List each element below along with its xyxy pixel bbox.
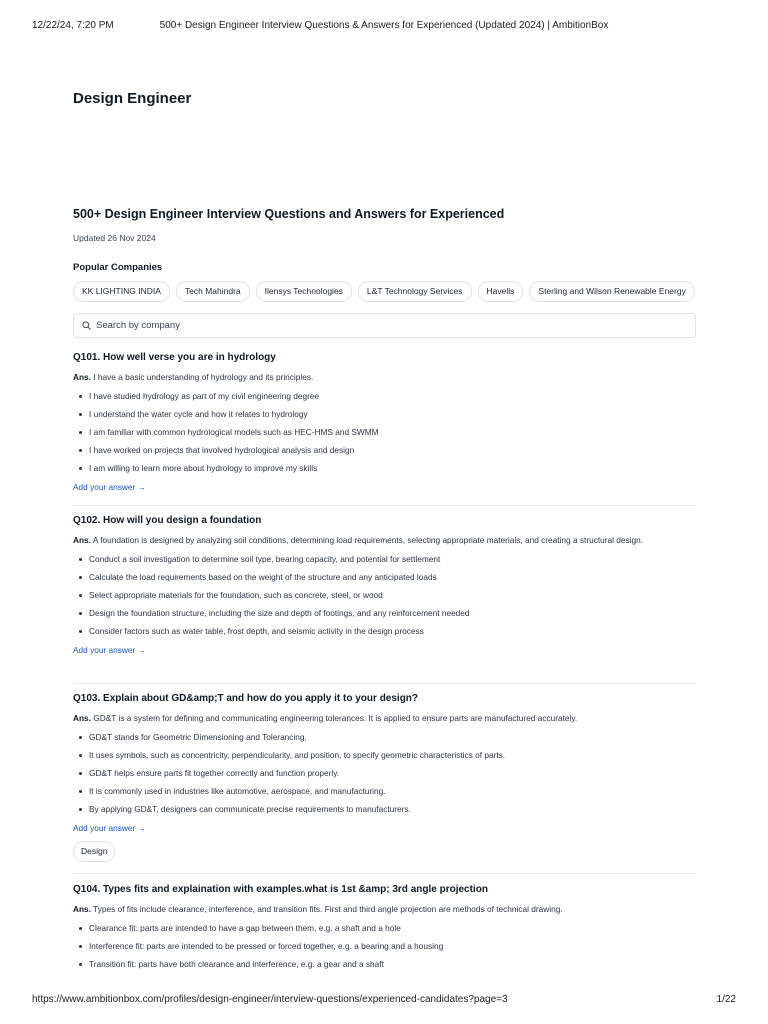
ans-label: Ans. [73, 713, 91, 723]
profile-title: Design Engineer [73, 90, 192, 107]
company-chip-havells[interactable]: Havells [478, 281, 524, 302]
answer-summary: A foundation is designed by analyzing soil conditions, determining load requirements, selecting appropriate materials, and creating a structural design. [92, 535, 644, 545]
answer-point: I have worked on projects that involved hydrological analysis and design [73, 441, 696, 459]
print-url: https://www.ambitionbox.com/profiles/design-engineer/interview-questions/experienced-candidates?page=3 [32, 994, 508, 1005]
print-footer [32, 994, 736, 1008]
print-doc-title: 500+ Design Engineer Interview Questions & Answers for Experienced (Updated 2024) | AmbitionBox [159, 20, 609, 31]
answer-point: I am willing to learn more about hydrology to improve my skills [73, 459, 696, 477]
company-search-box[interactable] [73, 313, 696, 338]
page-heading: 500+ Design Engineer Interview Questions and Answers for Experienced [73, 207, 505, 221]
answer-point: Consider factors such as water table, frost depth, and seismic activity in the design process [73, 622, 696, 640]
answer-point: Interference fit: parts are intended to be pressed or forced together, e.g. a bearing and a housing [73, 937, 696, 955]
answer-point: I understand the water cycle and how it relates to hydrology [73, 405, 696, 423]
answer-point: I am familiar with common hydrological models such as HEC-HMS and SWMM [73, 423, 696, 441]
answer-point: It uses symbols, such as concentricity, perpendicularity, and position, to specify geometric characteristics of parts. [73, 746, 696, 764]
print-page-number: 1/22 [716, 994, 736, 1005]
company-chip-lt-technology-services[interactable]: L&T Technology Services [358, 281, 472, 302]
answer-points [73, 550, 696, 640]
answer-text [73, 711, 696, 726]
answer-points [73, 728, 696, 818]
add-answer-link[interactable]: Add your answer → [73, 482, 146, 492]
answer-point: Design the foundation structure, including the size and depth of footings, and any reinforcement needed [73, 604, 696, 622]
company-chip-sterling-wilson[interactable]: Sterling and Wilson Renewable Energy [529, 281, 694, 302]
question-title[interactable]: Q104. Types fits and explaination with examples.what is 1st &amp; 3rd angle projection [73, 884, 488, 895]
divider [73, 873, 696, 874]
answer-text [73, 370, 696, 385]
popular-companies-label: Popular Companies [73, 262, 163, 273]
updated-date: Updated 26 Nov 2024 [73, 233, 156, 243]
answer-point: GD&T helps ensure parts fit together correctly and function properly. [73, 764, 696, 782]
question-card [73, 884, 696, 973]
company-chip-tech-mahindra[interactable]: Tech Mahindra [176, 281, 250, 302]
divider [73, 505, 696, 506]
ans-label: Ans. [73, 535, 91, 545]
ans-label: Ans. [73, 372, 91, 382]
question-card [73, 515, 696, 658]
search-input[interactable] [96, 320, 676, 331]
question-title[interactable]: Q103. Explain about GD&amp;T and how do you apply it to your design? [73, 693, 419, 704]
divider [73, 683, 696, 684]
add-answer-link[interactable]: Add your answer → [73, 823, 146, 833]
ans-label: Ans. [73, 904, 91, 914]
answer-summary: I have a basic understanding of hydrology and its principles. [93, 372, 314, 382]
answer-text [73, 533, 696, 548]
search-icon [82, 321, 91, 330]
answer-points [73, 387, 696, 477]
answer-points [73, 919, 696, 973]
company-chip-kk-lighting-india[interactable]: KK LIGHTING INDIA [73, 281, 170, 302]
answer-summary: Types of fits include clearance, interference, and transition fits. First and third angle projection are methods of technical drawing. [93, 904, 563, 914]
question-card [73, 352, 696, 495]
company-chip-ilensys-technologies[interactable]: Ilensys Technologies [256, 281, 352, 302]
add-answer-link[interactable]: Add your answer → [73, 645, 146, 655]
question-title[interactable]: Q101. How well verse you are in hydrology [73, 352, 276, 363]
answer-point: It is commonly used in industries like automotive, aerospace, and manufacturing. [73, 782, 696, 800]
answer-point: Conduct a soil investigation to determine soil type, bearing capacity, and potential for settlement [73, 550, 696, 568]
answer-point: I have studied hydrology as part of my civil engineering degree [73, 387, 696, 405]
answer-point: GD&T stands for Geometric Dimensioning and Tolerancing. [73, 728, 696, 746]
answer-point: Transition fit: parts have both clearance and interference, e.g. a gear and a shaft [73, 955, 696, 973]
answer-point: Calculate the load requirements based on the weight of the structure and any anticipated loads [73, 568, 696, 586]
answer-point: Select appropriate materials for the foundation, such as concrete, steel, or wood [73, 586, 696, 604]
question-title[interactable]: Q102. How will you design a foundation [73, 515, 262, 526]
print-header [32, 20, 736, 34]
answer-point: By applying GD&T, designers can communicate precise requirements to manufacturers. [73, 800, 696, 818]
answer-summary: GD&T is a system for defining and communicating engineering tolerances. It is applied to ensure parts are manufactured accurately. [93, 713, 578, 723]
topic-tag-design[interactable]: Design [73, 841, 115, 862]
answer-text [73, 902, 696, 917]
company-chips [73, 281, 696, 302]
question-card [73, 693, 696, 836]
answer-point: Clearance fit: parts are intended to have a gap between them, e.g. a shaft and a hole [73, 919, 696, 937]
print-datetime: 12/22/24, 7:20 PM [32, 20, 114, 31]
